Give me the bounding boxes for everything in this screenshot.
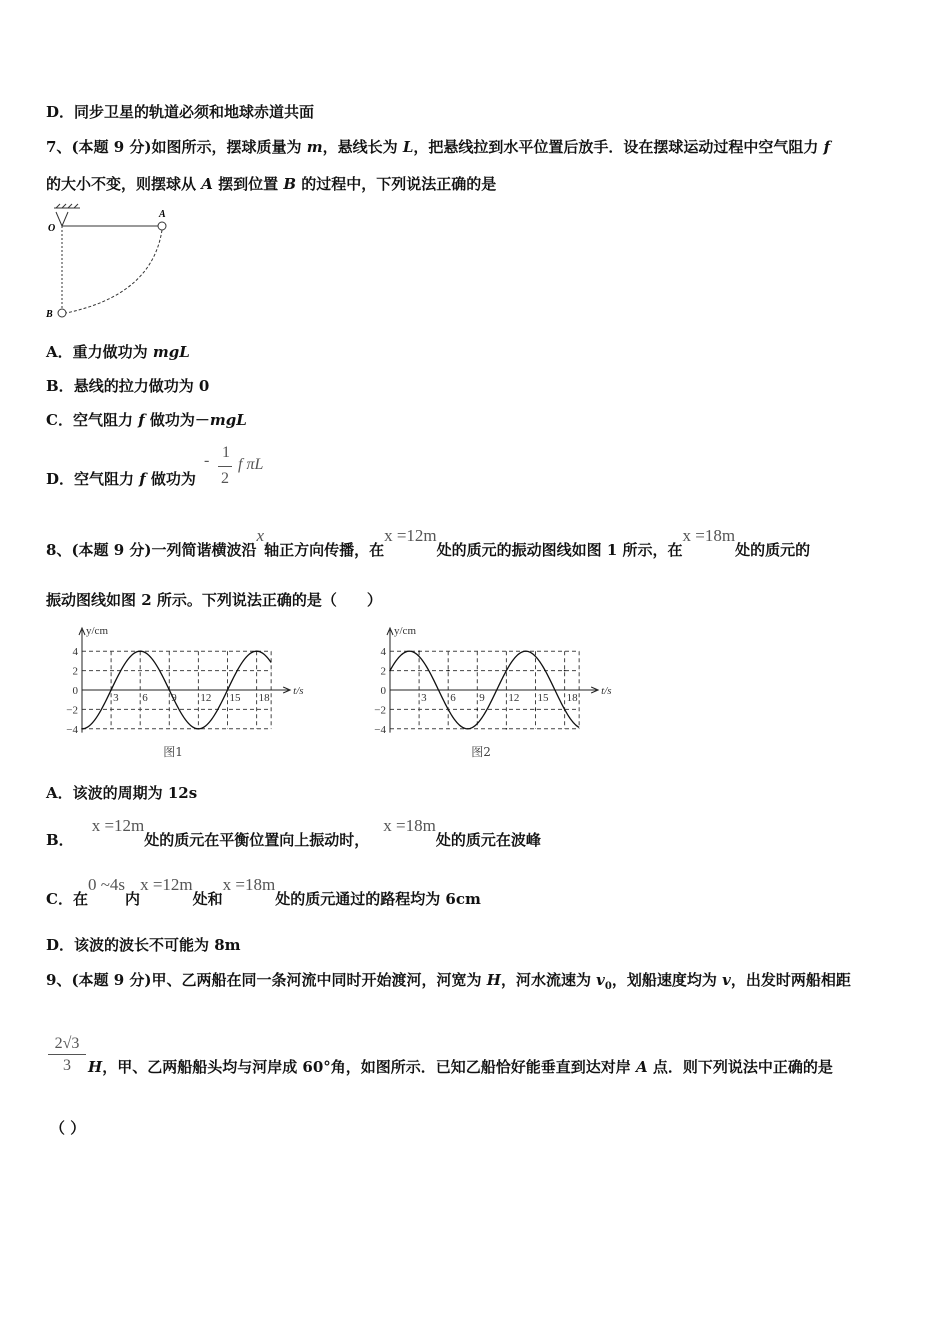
q9-answer-paren xyxy=(50,1118,85,1138)
q9-var-v0: v xyxy=(596,971,605,989)
q7-text: 的过程中，下列说法正确的是 xyxy=(296,175,497,193)
option-text: 空气阻力 xyxy=(74,470,140,488)
q7-var-m: m xyxy=(306,138,323,156)
option-label: A． xyxy=(46,343,73,361)
q8-number: 8、 xyxy=(46,541,72,559)
graph-caption: 图2 xyxy=(471,745,491,759)
data-point xyxy=(169,689,171,691)
y-tick-label: 2 xyxy=(380,665,386,678)
q7-text: (本题 9 分)如图所示，摆球质量为 xyxy=(71,138,307,156)
q8-stem-line2 xyxy=(46,590,382,610)
q7-var-L: L xyxy=(402,138,414,156)
q8-math-x12: x =12m xyxy=(384,526,437,545)
graph-caption: 图1 xyxy=(163,745,183,759)
vibration-graph-2 xyxy=(366,622,686,764)
data-point xyxy=(81,728,83,730)
option-text: 做功为－ xyxy=(144,411,210,429)
swing-arc xyxy=(66,230,162,313)
label-B: B xyxy=(46,309,53,320)
option-text: 该波的周期为 12s xyxy=(72,784,198,802)
formula-denominator: 2 xyxy=(221,470,229,487)
x-axis-label: t/s xyxy=(601,685,612,697)
x-tick-label: 6 xyxy=(142,692,148,704)
q6d-label: D． xyxy=(46,103,75,121)
option-text: 该波的波长不可能为 8m xyxy=(74,936,241,954)
q7-var-B: B xyxy=(283,175,297,193)
option-label: B． xyxy=(46,831,74,849)
q9-stem-line2 xyxy=(88,1057,833,1077)
option-label: B． xyxy=(46,377,74,395)
q6d-text: 同步卫星的轨道必须和地球赤道共面 xyxy=(74,103,315,121)
option-label: C． xyxy=(46,411,73,429)
q9-fraction xyxy=(48,1034,86,1077)
y-tick-label: −4 xyxy=(374,723,386,736)
q9-text: ，河水流速为 xyxy=(500,971,597,989)
q7-option-c xyxy=(46,410,247,430)
vibration-graph-1 xyxy=(58,622,378,764)
q8-text: 处的质元的 xyxy=(735,541,811,559)
x-tick-label: 3 xyxy=(421,692,427,704)
option-text: 重力做功为 xyxy=(72,343,153,361)
q7-var-A: A xyxy=(201,175,213,193)
y-tick-label: 0 xyxy=(380,685,386,697)
option-text: 空气阻力 xyxy=(72,411,139,429)
option-math: f xyxy=(138,411,145,429)
data-point xyxy=(139,650,141,652)
option-math: mgL xyxy=(209,411,247,429)
ball-at-B xyxy=(58,309,66,317)
option-text: 做功为 xyxy=(145,470,196,488)
data-point xyxy=(256,650,258,652)
q8-text: 处的质元的振动图线如图 1 所示，在 xyxy=(436,541,683,559)
option-math: f xyxy=(139,470,146,488)
option-text: 处和 xyxy=(192,890,223,908)
q9-var-H: H xyxy=(486,971,501,989)
q9-var-v0-sub: 0 xyxy=(604,981,612,992)
q7-stem-line2 xyxy=(46,174,496,194)
q9-stem-line1 xyxy=(46,970,851,997)
fraction-numerator: 2√3 xyxy=(48,1034,86,1055)
data-point xyxy=(447,670,449,672)
fraction-denominator: 3 xyxy=(63,1057,71,1074)
option-label: A． xyxy=(46,784,73,802)
q8-text: 轴正方向传播，在 xyxy=(264,541,385,559)
y-axis-label: y/cm xyxy=(394,625,416,637)
option-math: x =18m xyxy=(222,875,276,894)
q7-stem-line1 xyxy=(46,137,830,157)
data-point xyxy=(227,689,229,691)
x-tick-label: 3 xyxy=(113,692,119,704)
label-O: O xyxy=(48,223,56,234)
option-math: 0 ~4s xyxy=(87,875,126,894)
q9-var-A: A xyxy=(636,1058,648,1076)
y-tick-label: −2 xyxy=(66,704,78,717)
option-math: mgL xyxy=(152,343,190,361)
y-tick-label: 4 xyxy=(72,646,78,659)
option-text: 处的质元在平衡位置向上振动时， xyxy=(144,831,370,849)
data-point xyxy=(535,709,537,711)
option-label: D． xyxy=(46,470,75,488)
option-text: 处的质元通过的路程均为 6cm xyxy=(275,890,481,908)
option-label: D． xyxy=(46,936,75,954)
q8-option-c xyxy=(46,875,481,909)
q7-text: ，悬线长为 xyxy=(322,138,403,156)
x-tick-label: 12 xyxy=(200,692,212,704)
data-point xyxy=(389,670,391,672)
q7-option-d xyxy=(46,469,196,489)
formula-tail: f πL xyxy=(238,456,264,473)
q9-text: ，出发时两船相距 xyxy=(730,971,851,989)
q9-text: (本题 9 分)甲、乙两船在同一条河流中同时开始渡河，河宽为 xyxy=(71,971,487,989)
y-tick-label: −4 xyxy=(66,723,78,736)
y-tick-label: −2 xyxy=(374,704,386,717)
formula-bar xyxy=(218,466,232,467)
x-tick-label: 9 xyxy=(479,692,485,704)
label-A: A xyxy=(159,209,166,220)
option-text: 内 xyxy=(125,890,141,908)
q9-var-H: H xyxy=(88,1058,103,1076)
q8-text: (本题 9 分)一列简谐横波沿 xyxy=(71,541,257,559)
q9-number: 9、 xyxy=(46,971,72,989)
y-tick-label: 0 xyxy=(72,685,78,697)
q6-option-d xyxy=(46,102,314,122)
q7-text: 摆到位置 xyxy=(212,175,284,193)
option-text: 处的质元在波峰 xyxy=(435,831,541,849)
q7-text: ，把悬线拉到水平位置后放手．设在摆球运动过程中空气阻力 xyxy=(413,138,824,156)
q8-option-b xyxy=(46,816,541,850)
option-text: 悬线的拉力做功为 0 xyxy=(73,377,210,395)
x-tick-label: 6 xyxy=(450,692,456,704)
x-tick-label: 18 xyxy=(566,692,578,704)
q8-math-x18: x =18m xyxy=(682,526,736,545)
option-math: x =18m xyxy=(383,816,436,835)
x-tick-label: 15 xyxy=(537,692,549,704)
answer-paren: （ ） xyxy=(50,1119,86,1137)
q9-text: ，划船速度均为 xyxy=(611,971,723,989)
q8-stem-line1 xyxy=(46,526,811,560)
data-point xyxy=(506,728,508,730)
q8-option-a xyxy=(46,783,197,803)
option-label: C． xyxy=(46,890,73,908)
y-tick-label: 4 xyxy=(380,646,386,659)
q7-number: 7、 xyxy=(46,138,72,156)
option-math: x =12m xyxy=(140,875,193,894)
y-tick-label: 2 xyxy=(72,665,78,678)
q7-var-f: f xyxy=(823,138,831,156)
formula-numerator: 1 xyxy=(222,444,230,461)
q8-math-x: x xyxy=(256,526,265,545)
data-point xyxy=(564,670,566,672)
q8-option-d xyxy=(46,935,241,955)
pendulum-figure xyxy=(40,200,190,325)
q7-text: 的大小不变，则摆球从 xyxy=(46,175,202,193)
option-text: 在 xyxy=(72,890,88,908)
q9-text: ，甲、乙两船船头均与河岸成 60°角，如图所示．已知乙船恰好能垂直到达对岸 xyxy=(102,1058,637,1076)
option-math: x =12m xyxy=(91,816,145,835)
data-point xyxy=(110,689,112,691)
x-tick-label: 9 xyxy=(171,692,177,704)
q7-option-b xyxy=(46,376,209,396)
q9-var-v: v xyxy=(722,971,731,989)
x-axis-label: t/s xyxy=(293,685,304,697)
data-point xyxy=(418,650,420,652)
q8-text: 振动图线如图 2 所示。下列说法正确的是（ ） xyxy=(46,591,382,609)
data-point xyxy=(198,728,200,730)
formula-sign: - xyxy=(204,452,210,469)
x-tick-label: 18 xyxy=(258,692,270,704)
q9-text: 点．则下列说法中正确的是 xyxy=(647,1058,833,1076)
q7-option-a xyxy=(46,342,190,362)
ball-at-A xyxy=(158,222,166,230)
x-tick-label: 15 xyxy=(229,692,241,704)
y-axis-label: y/cm xyxy=(86,625,108,637)
data-point xyxy=(477,709,479,711)
x-tick-label: 12 xyxy=(508,692,520,704)
